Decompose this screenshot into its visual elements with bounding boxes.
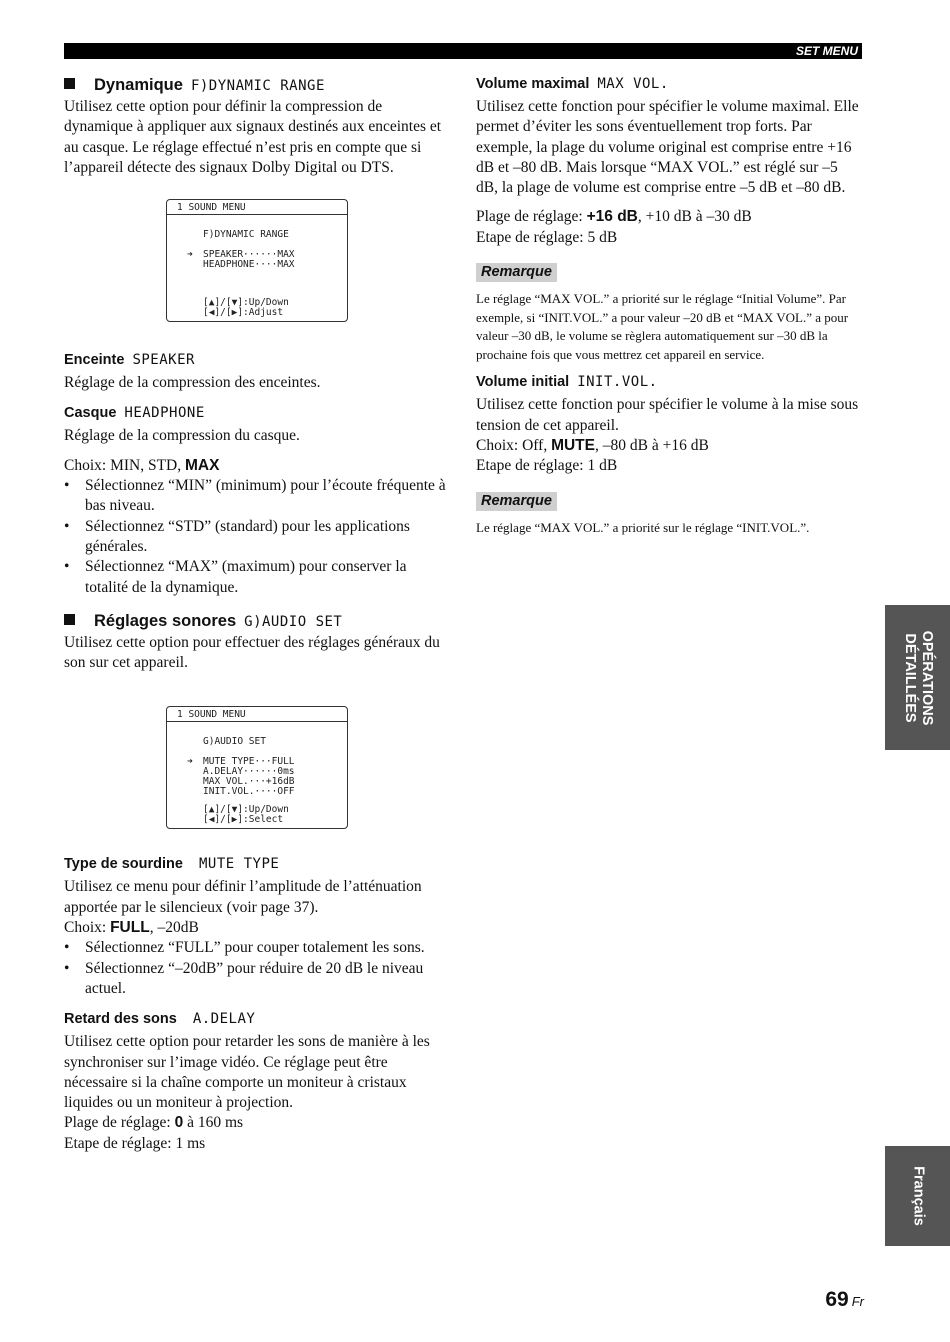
note-text: Le réglage “MAX VOL.” a priorité sur le réglage “Initial Volume”. Par exemple, si “INIT.VOL.” a pour valeur –20 dB et “MAX VOL.” a pour valeur –30 dB, le volume se règlera automatiquement sur –30 dB la prochaine fois que vous mettrez cet appareil en service. bbox=[476, 291, 849, 362]
tab-label-line: OPÉRATIONS bbox=[918, 630, 935, 725]
lcd-line: SPEAKER······MAX bbox=[203, 249, 295, 261]
initvol-heading: Volume initial INIT.VOL. bbox=[476, 374, 658, 391]
list-item: • Sélectionnez “MAX” (maximum) pour conserver la totalité de la dynamique. bbox=[64, 557, 448, 598]
header-bar bbox=[64, 43, 862, 59]
lcd-title: G)AUDIO SET bbox=[203, 736, 266, 748]
maxvol-step: Etape de réglage: 5 dB bbox=[476, 228, 618, 246]
dynamic-code: F)DYNAMIC RANGE bbox=[190, 78, 325, 94]
lcd-line: MUTE TYPE···FULL bbox=[203, 756, 295, 768]
left-column bbox=[64, 72, 448, 1154]
square-bullet-icon bbox=[64, 614, 75, 625]
lcd-display-dynamic bbox=[166, 199, 348, 322]
lcd-title: F)DYNAMIC RANGE bbox=[203, 229, 289, 241]
audio-code: G)AUDIO SET bbox=[244, 613, 343, 630]
lcd-help: [▲]/[▼]:Up/Down bbox=[203, 297, 289, 309]
mute-choice: Choix: FULL, –20dB bbox=[64, 919, 199, 937]
lcd-line: INIT.VOL.····OFF bbox=[203, 786, 295, 798]
delay-text: Utilisez cette option pour retarder les sons de manière à les synchroniser sur l’image vidéo. Ce réglage peut être nécessaire si la chaîne comporte un moniteur à cristaux liquides ou un moniteur à projection. bbox=[64, 1033, 430, 1112]
lcd-line: HEADPHONE····MAX bbox=[203, 259, 295, 271]
note-text: Le réglage “MAX VOL.” a priorité sur le réglage “INIT.VOL.”. bbox=[476, 519, 810, 535]
headphone-heading: Casque HEADPHONE bbox=[64, 405, 205, 422]
tab-label-line: DÉTAILLÉES bbox=[901, 632, 918, 723]
delay-heading: Retard des sons A.DELAY bbox=[64, 1011, 256, 1028]
maxvol-text: Utilisez cette fonction pour spécifier le volume maximal. Elle permet d’éviter les sons éventuellement trop forts. Par exemple, la plage du volume original est comprise entre +16 dB et –80 dB. Mais lorsque “MAX VOL.” est réglé sur –5 dB, la plage de volume est comprise entre –5 dB et –80 dB. bbox=[476, 98, 859, 197]
audio-text: Utilisez cette option pour effectuer des réglages généraux du son sur cet appareil. bbox=[64, 633, 440, 672]
tab-operations-detaillees[interactable] bbox=[885, 605, 950, 750]
delay-range: Plage de réglage: 0 à 160 ms bbox=[64, 1114, 244, 1132]
dynamic-text: Utilisez cette option pour définir la compression de dynamique à appliquer aux signaux destinés aux enceintes et au casque. Le réglage effectué n’est pris en compte que si l’appareil détecte des signaux Dolby Digital ou DTS. bbox=[64, 98, 442, 176]
page-number: 69 Fr bbox=[825, 1288, 864, 1311]
list-item: • Sélectionnez “MIN” (minimum) pour l’écoute fréquente à bas niveau. bbox=[64, 476, 448, 517]
lcd-cursor-icon: ➜ bbox=[187, 756, 193, 768]
speaker-text: Réglage de la compression des enceintes. bbox=[64, 374, 321, 392]
speaker-heading: Enceinte SPEAKER bbox=[64, 352, 195, 369]
tab-label: Français bbox=[910, 1166, 926, 1226]
choice-line: Choix: MIN, STD, MAX bbox=[64, 456, 220, 474]
mute-text: Utilisez ce menu pour définir l’amplitude de l’atténuation apportée par le silencieux (voir page 37). bbox=[64, 878, 422, 916]
list-item: • Sélectionnez “STD” (standard) pour les applications générales. bbox=[64, 517, 448, 558]
lcd-help: [◀]/[▶]:Adjust bbox=[203, 307, 284, 319]
mute-heading: Type de sourdine MUTE TYPE bbox=[64, 856, 280, 873]
tab-language[interactable] bbox=[885, 1146, 950, 1246]
note-label: Remarque bbox=[476, 492, 557, 511]
maxvol-heading: Volume maximal MAX VOL. bbox=[476, 76, 669, 92]
lcd-line: MAX VOL.···+16dB bbox=[203, 776, 295, 788]
lcd-line: A.DELAY······0ms bbox=[203, 766, 295, 778]
audio-title: Réglages sonores bbox=[94, 611, 237, 630]
lcd-cursor-icon: ➜ bbox=[187, 249, 193, 261]
dynamic-heading bbox=[64, 74, 448, 97]
lcd-display-audio bbox=[166, 706, 348, 829]
list-item: • Sélectionnez “FULL” pour couper totalement les sons. bbox=[64, 938, 448, 958]
note-label: Remarque bbox=[476, 263, 557, 282]
list-item: • Sélectionnez “–20dB” pour réduire de 20 dB le niveau actuel. bbox=[64, 959, 448, 1000]
initvol-step: Etape de réglage: 1 dB bbox=[476, 457, 618, 475]
lcd-header: 1 SOUND MENU bbox=[167, 200, 347, 215]
headphone-text: Réglage de la compression du casque. bbox=[64, 427, 300, 445]
audio-heading bbox=[64, 610, 448, 633]
lcd-help: [▲]/[▼]:Up/Down bbox=[203, 804, 289, 816]
delay-step: Etape de réglage: 1 ms bbox=[64, 1134, 206, 1152]
dynamic-title: Dynamique bbox=[94, 76, 183, 94]
right-column bbox=[476, 72, 862, 537]
section-label: SET MENU bbox=[795, 44, 858, 58]
square-bullet-icon bbox=[64, 78, 75, 89]
lcd-header: 1 SOUND MENU bbox=[167, 707, 347, 722]
lcd-help: [◀]/[▶]:Select bbox=[203, 814, 284, 826]
initvol-choice: Choix: Off, MUTE, –80 dB à +16 dB bbox=[476, 437, 709, 455]
mute-list bbox=[64, 938, 448, 999]
choice-list bbox=[64, 476, 448, 598]
initvol-text: Utilisez cette fonction pour spécifier le volume à la mise sous tension de cet appareil. bbox=[476, 396, 859, 434]
maxvol-range: Plage de réglage: +16 dB, +10 dB à –30 dB bbox=[476, 208, 752, 226]
